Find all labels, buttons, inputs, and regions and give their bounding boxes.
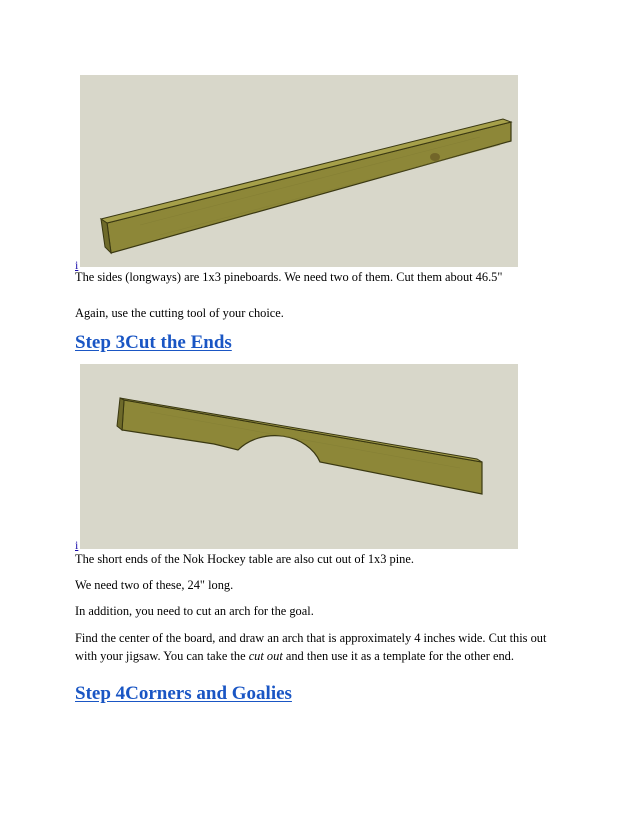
end-board-figure bbox=[80, 364, 518, 549]
figure-1-link[interactable]: i bbox=[75, 258, 79, 272]
step2-paragraph-2: Again, use the cutting tool of your choice. bbox=[75, 306, 284, 320]
side-board-figure bbox=[80, 75, 518, 267]
step3-paragraph-2: We need two of these, 24" long. bbox=[75, 578, 234, 592]
step3-paragraph-4-tail: and then use it as a template for the other end. bbox=[282, 649, 514, 663]
step3-paragraph-4-text: Find the center of the board, and draw an arch that is approximately 4 inches wide. Cut this out with your jigsaw. You can take the bbox=[75, 631, 547, 663]
step3-paragraph-1: The short ends of the Nok Hockey table are also cut out of 1x3 pine. bbox=[75, 552, 414, 566]
figure-2-link[interactable]: i bbox=[75, 538, 79, 552]
step3-paragraph-4 bbox=[75, 629, 565, 665]
cut-out-emphasis: cut out bbox=[248, 649, 283, 663]
step-3-heading[interactable]: Step 3Cut the Ends bbox=[75, 332, 232, 353]
pine-board-side-illustration-icon bbox=[80, 75, 518, 267]
pine-board-end-with-arch-illustration-icon bbox=[80, 364, 518, 549]
step2-paragraph-1: The sides (longways) are 1x3 pineboards. We need two of them. Cut them about 46.5" bbox=[75, 270, 503, 284]
step-4-heading[interactable]: Step 4Corners and Goalies bbox=[75, 683, 292, 704]
step3-paragraph-3: In addition, you need to cut an arch for the goal. bbox=[75, 604, 314, 618]
